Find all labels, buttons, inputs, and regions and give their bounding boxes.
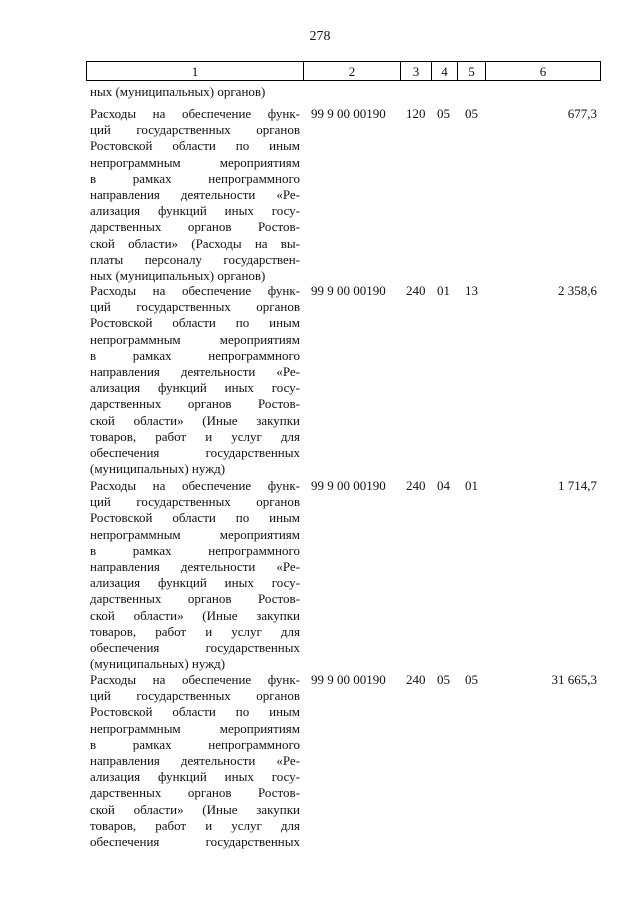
section-code: 05 xyxy=(437,106,450,121)
target-code: 99 9 00 00190 xyxy=(311,106,386,121)
desc-line: Расходы на обеспечение функ- xyxy=(90,478,300,493)
desc-line: непрограммным мероприятиям xyxy=(90,331,300,347)
desc-line: Расходы на обеспечение функ- xyxy=(90,672,300,687)
desc-line: (муниципальных) нужд) xyxy=(90,461,226,477)
desc-line: товаров, работ и услуг для xyxy=(90,623,300,639)
desc-line: ализация функций иных госу- xyxy=(90,380,300,396)
desc-line: в рамках непрограммного xyxy=(90,542,300,558)
row-description xyxy=(90,283,300,477)
header-col-5: 5 xyxy=(458,61,486,81)
desc-line: ций государственных органов xyxy=(90,688,300,704)
desc-line: ской области» (Иные закупки xyxy=(90,801,300,817)
desc-line: ализация функций иных госу- xyxy=(90,575,300,591)
desc-line: платы персоналу государствен- xyxy=(90,251,300,267)
target-code: 99 9 00 00190 xyxy=(311,478,386,493)
desc-line: ализация функций иных госу- xyxy=(90,769,300,785)
desc-line: Ростовской области по иным xyxy=(90,704,300,720)
desc-line: непрограммным мероприятиям xyxy=(90,154,300,170)
desc-line: ской области» (Расходы на вы- xyxy=(90,235,300,251)
desc-line: дарственных органов Ростов- xyxy=(90,396,300,412)
desc-line: в рамках непрограммного xyxy=(90,170,300,186)
subsection-code: 05 xyxy=(465,672,478,687)
page-number: 278 xyxy=(309,29,331,44)
subsection-code: 05 xyxy=(465,106,478,121)
desc-line: товаров, работ и услуг для xyxy=(90,428,300,444)
desc-line: ных (муниципальных) органов) xyxy=(90,268,266,284)
expense-type: 240 xyxy=(406,672,426,687)
desc-line: ций государственных органов xyxy=(90,122,300,138)
desc-line: направления деятельности «Ре- xyxy=(90,753,300,769)
header-col-1: 1 xyxy=(86,61,304,81)
desc-line: ций государственных органов xyxy=(90,494,300,510)
subsection-code: 13 xyxy=(465,283,478,298)
section-code: 04 xyxy=(437,478,450,493)
subsection-code: 01 xyxy=(465,478,478,493)
desc-line: обеспечения государственных xyxy=(90,445,300,461)
amount: 2 358,6 xyxy=(558,283,597,298)
expense-type: 120 xyxy=(406,106,426,121)
header-col-4: 4 xyxy=(432,61,458,81)
desc-line: товаров, работ и услуг для xyxy=(90,817,300,833)
desc-line: ской области» (Иные закупки xyxy=(90,412,300,428)
desc-line: дарственных органов Ростов- xyxy=(90,591,300,607)
desc-line: ций государственных органов xyxy=(90,299,300,315)
desc-line: непрограммным мероприятиям xyxy=(90,720,300,736)
desc-line: Расходы на обеспечение функ- xyxy=(90,106,300,121)
row-description xyxy=(90,106,300,284)
desc-line: Ростовской области по иным xyxy=(90,138,300,154)
desc-line: в рамках непрограммного xyxy=(90,736,300,752)
section-code: 05 xyxy=(437,672,450,687)
header-col-3: 3 xyxy=(401,61,432,81)
desc-line: направления деятельности «Ре- xyxy=(90,187,300,203)
target-code: 99 9 00 00190 xyxy=(311,283,386,298)
desc-line: (муниципальных) нужд) xyxy=(90,656,226,672)
desc-line: Ростовской области по иным xyxy=(90,510,300,526)
header-col-2: 2 xyxy=(304,61,401,81)
target-code: 99 9 00 00190 xyxy=(311,672,386,687)
amount: 1 714,7 xyxy=(558,478,597,493)
amount: 677,3 xyxy=(567,106,597,121)
amount: 31 665,3 xyxy=(551,672,597,687)
desc-line: направления деятельности «Ре- xyxy=(90,364,300,380)
desc-line: направления деятельности «Ре- xyxy=(90,559,300,575)
desc-line: дарственных органов Ростов- xyxy=(90,219,300,235)
desc-line: ской области» (Иные закупки xyxy=(90,607,300,623)
desc-line: обеспечения государственных xyxy=(90,640,300,656)
desc-line: дарственных органов Ростов- xyxy=(90,785,300,801)
desc-line: ализация функций иных госу- xyxy=(90,203,300,219)
desc-line: в рамках непрограммного xyxy=(90,347,300,363)
desc-line: непрограммным мероприятиям xyxy=(90,526,300,542)
row-description xyxy=(90,672,300,850)
desc-line: Расходы на обеспечение функ- xyxy=(90,283,300,298)
section-code: 01 xyxy=(437,283,450,298)
desc-line: Ростовской области по иным xyxy=(90,315,300,331)
expense-type: 240 xyxy=(406,283,426,298)
desc-line: обеспечения государственных xyxy=(90,834,300,850)
header-col-6: 6 xyxy=(486,61,601,81)
row-description xyxy=(90,478,300,672)
expense-type: 240 xyxy=(406,478,426,493)
continuation-text: ных (муниципальных) органов) xyxy=(90,84,266,99)
